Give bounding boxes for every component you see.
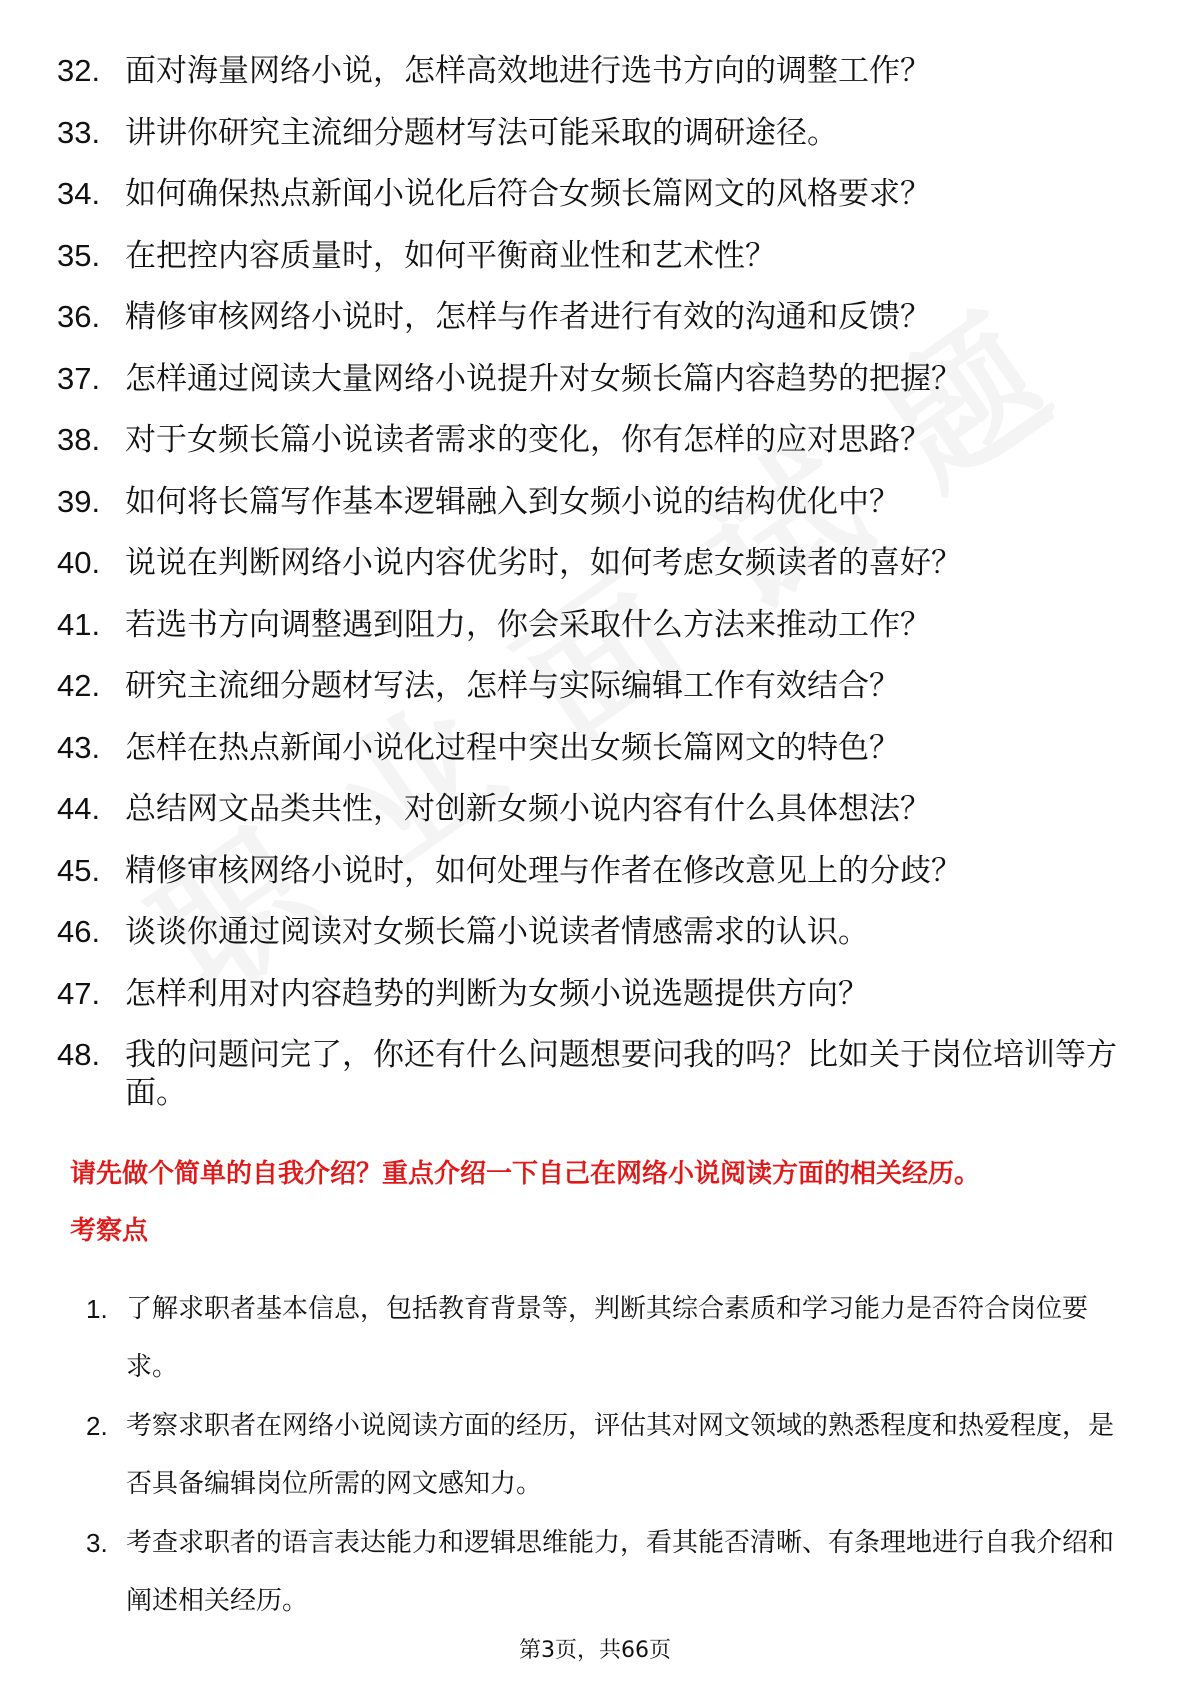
question-item [57,852,1137,890]
question-number: 42. [57,668,101,703]
question-text: 怎样利用对内容趋势的判断为女频小说选题提供方向？ [125,975,869,1012]
question-item [57,483,1137,521]
question-text: 怎样在热点新闻小说化过程中突出女频长篇网文的特色？ [125,729,900,766]
page-footer: 第3页，共66页 [519,1638,671,1663]
point-number: 2. [86,1411,108,1441]
question-text: 面对海量网络小说，怎样高效地进行选书方向的调整工作？ [125,53,931,89]
question-text: 谈谈你通过阅读对女频长篇小说读者情感需求的认识。 [125,914,869,950]
point-text: 考察求职者在网络小说阅读方面的经历，评估其对网文领域的熟悉程度和热爱程度，是否具备编辑岗位所需的网文感知力。 [126,1411,1115,1499]
question-item [57,175,1137,213]
question-item [57,913,1137,951]
question-item [57,606,1137,644]
question-item [57,360,1137,398]
question-text: 若选书方向调整遇到阻力，你会采取什么方法来推动工作？ [125,606,931,643]
question-text: 在把控内容质量时，如何平衡商业性和艺术性？ [125,237,776,274]
point-number: 3. [86,1528,108,1558]
question-item [57,729,1137,767]
assessment-points-list [86,1280,1116,1631]
question-number: 36. [57,299,101,334]
question-number: 43. [57,729,101,765]
question-text: 研究主流细分题材写法，怎样与实际编辑工作有效结合？ [125,668,900,704]
question-number: 32. [57,53,101,88]
point-text: 了解求职者基本信息，包括教育背景等，判断其综合素质和学习能力是否符合岗位要求。 [126,1294,1089,1382]
question-text: 我的问题问完了，你还有什么问题想要问我的吗？比如关于岗位培训等方面。 [125,1037,1117,1111]
question-item [57,975,1137,1013]
question-number: 33. [57,114,101,150]
question-item [57,421,1137,459]
question-text: 如何将长篇写作基本逻辑融入到女频小说的结构优化中？ [125,483,900,520]
question-item [57,237,1137,275]
featured-question: 请先做个简单的自我介绍？重点介绍一下自己在网络小说阅读方面的相关经历。 [70,1159,981,1189]
question-text: 精修审核网络小说时，怎样与作者进行有效的沟通和反馈？ [125,299,931,335]
section-heading: 考察点 [70,1216,149,1246]
point-number: 1. [86,1294,108,1324]
question-text: 怎样通过阅读大量网络小说提升对女频长篇内容趋势的把握？ [125,360,962,397]
question-number: 38. [57,422,101,457]
question-item [57,667,1137,705]
point-text: 考查求职者的语言表达能力和逻辑思维能力，看其能否清晰、有条理地进行自我介绍和阐述相关经历。 [126,1528,1115,1616]
question-number: 46. [57,914,101,949]
question-number: 37. [57,360,101,396]
question-number: 35. [57,237,101,273]
question-item [57,52,1137,90]
question-text: 精修审核网络小说时，如何处理与作者在修改意见上的分歧？ [125,852,962,889]
question-number: 40. [57,545,101,580]
question-text: 总结网文品类共性，对创新女频小说内容有什么具体想法？ [125,791,931,827]
question-text: 对于女频长篇小说读者需求的变化，你有怎样的应对思路？ [125,422,931,458]
question-number: 45. [57,852,101,888]
assessment-point [86,1397,1116,1513]
question-number: 48. [57,1037,101,1072]
question-number: 34. [57,176,101,211]
question-item [57,1036,1137,1112]
question-number: 47. [57,975,101,1011]
question-number: 41. [57,606,101,642]
assessment-point [86,1280,1116,1396]
question-item [57,790,1137,828]
question-number: 39. [57,483,101,519]
question-item [57,114,1137,152]
assessment-point [86,1514,1116,1630]
question-text: 说说在判断网络小说内容优劣时，如何考虑女频读者的喜好？ [125,545,962,581]
question-item [57,544,1137,582]
question-item [57,298,1137,336]
question-list [57,52,1137,1136]
question-number: 44. [57,791,101,826]
question-text: 讲讲你研究主流细分题材写法可能采取的调研途径。 [125,114,838,151]
question-text: 如何确保热点新闻小说化后符合女频长篇网文的风格要求？ [125,176,931,212]
